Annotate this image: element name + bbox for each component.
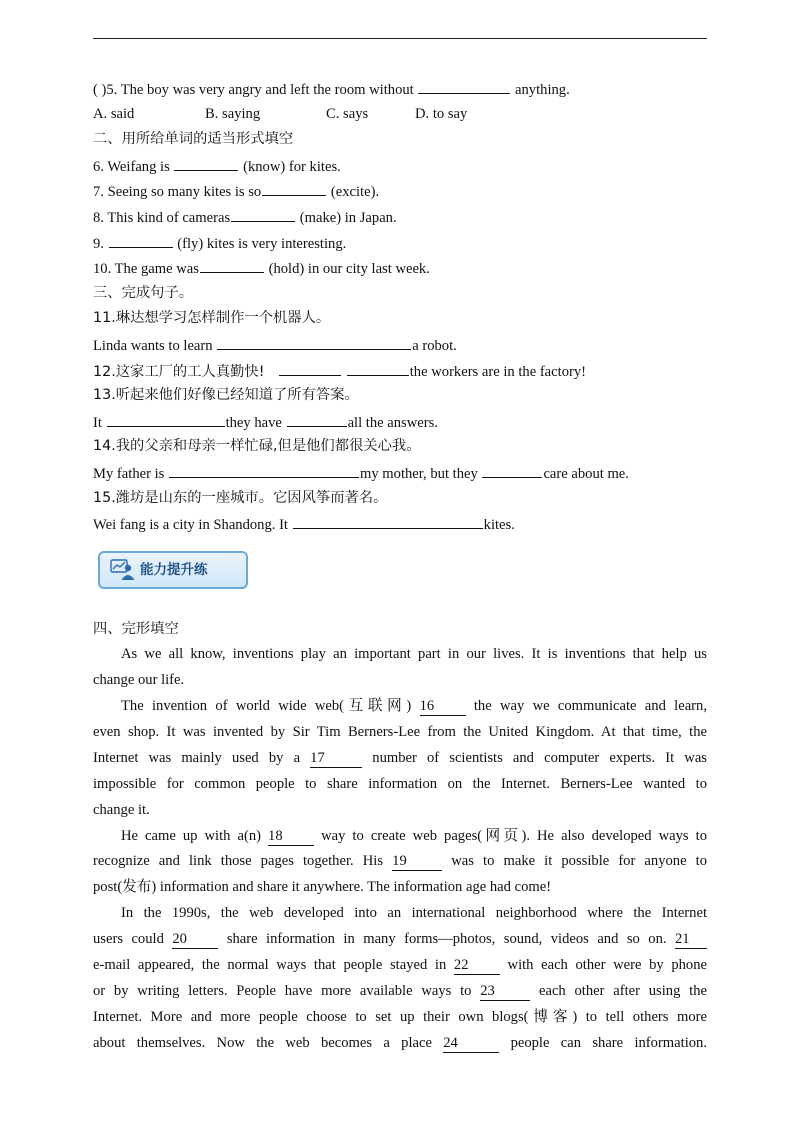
question-13-chinese: 13.听起来他们好像已经知道了所有答案。 <box>93 387 359 404</box>
blank-20[interactable]: 20 <box>172 930 218 949</box>
passage-p2-line3: Internet was mainly used by a 17 number of scientists and computer experts. It was <box>93 749 707 766</box>
passage-p4-line3: e-mail appeared, the normal ways that people stayed in 22 with each other were by phone <box>93 956 707 973</box>
question-5: ( )5. The boy was very angry and left the room without anything. <box>93 76 707 102</box>
passage-p4-line5: Internet. More and more people choose to set up their own blogs(博客) to tell others more <box>93 1008 707 1025</box>
question-12: 12.这家工厂的工人真勤快! the workers are in the factory! <box>93 358 707 384</box>
passage-p1-line2: change our life. <box>93 672 185 689</box>
blank-22[interactable]: 22 <box>454 956 500 975</box>
answer-blank[interactable] <box>231 204 295 222</box>
option-a[interactable]: A. said <box>93 105 135 122</box>
passage-p4-line1: In the 1990s, the web developed into an international neighborhood where the Internet <box>121 905 707 922</box>
question-5-options <box>93 102 707 128</box>
question-11-chinese: 11.琳达想学习怎样制作一个机器人。 <box>93 310 331 327</box>
passage-p4-line6: about themselves. Now the web becomes a place 24 people can share information. <box>93 1034 707 1051</box>
worksheet-content <box>93 76 707 1057</box>
answer-blank[interactable] <box>169 460 359 478</box>
passage-p3-line1: He came up with a(n) 18 way to create web pages(网页). He also developed ways to <box>121 827 707 844</box>
question-13: It they have all the answers. <box>93 409 707 435</box>
option-c[interactable]: C. says <box>326 105 369 122</box>
question-7: 7. Seeing so many kites is so (excite). <box>93 178 707 204</box>
passage-p1-line1: As we all know, inventions play an important part in our lives. It is inventions that help us <box>121 646 707 663</box>
question-15: Wei fang is a city in Shandong. It kites. <box>93 511 707 537</box>
passage-p4-line4: or by writing letters. People have more available ways to 23 each other after using the <box>93 982 707 999</box>
answer-blank[interactable] <box>418 76 510 94</box>
blank-24[interactable]: 24 <box>443 1034 499 1053</box>
answer-blank[interactable] <box>109 230 173 248</box>
passage-p2-line1: The invention of world wide web(互联网) 16 the way we communicate and learn, <box>121 698 707 715</box>
question-14: My father is my mother, but they care about me. <box>93 460 707 486</box>
answer-blank[interactable] <box>174 153 238 171</box>
answer-blank[interactable] <box>293 511 483 529</box>
answer-blank[interactable] <box>107 409 225 427</box>
option-b[interactable]: B. saying <box>205 105 261 122</box>
question-8: 8. This kind of cameras (make) in Japan. <box>93 204 707 230</box>
answer-blank[interactable] <box>217 332 411 350</box>
blank-18[interactable]: 18 <box>268 827 314 846</box>
ability-improvement-banner <box>98 551 248 589</box>
passage-p4-line2: users could 20 share information in many forms—photos, sound, videos and so on. 21 <box>93 927 707 953</box>
answer-blank[interactable] <box>347 358 409 376</box>
passage-p3-line2: recognize and link those pages together. His 19 was to make it possible for anyone to <box>93 853 708 870</box>
question-15-chinese: 15.潍坊是山东的一座城市。它因风筝而著名。 <box>93 489 388 506</box>
blank-19[interactable]: 19 <box>392 852 442 871</box>
passage-p2-line2: even shop. It was invented by Sir Tim Berners-Lee from the United Kingdom. At that time, the <box>93 723 707 740</box>
section-2-title: 二、用所给单词的适当形式填空 <box>93 131 294 148</box>
passage-p2-line4: impossible for common people to share information on the Internet. Berners-Lee wanted to <box>93 775 707 792</box>
question-14-chinese: 14.我的父亲和母亲一样忙碌,但是他们都很关心我。 <box>93 438 421 455</box>
blank-21[interactable]: 21 <box>675 930 707 949</box>
question-10: 10. The game was (hold) in our city last week. <box>93 255 707 281</box>
banner-label: 能力提升练 <box>140 561 208 578</box>
passage-p3-line3: post(发布) information and share it anywhere. The information age had come! <box>93 879 552 896</box>
person-chart-icon <box>110 556 136 582</box>
blank-23[interactable]: 23 <box>480 982 530 1001</box>
question-11: Linda wants to learn a robot. <box>93 332 707 358</box>
answer-blank[interactable] <box>482 460 542 478</box>
question-6: 6. Weifang is (know) for kites. <box>93 153 707 179</box>
blank-17[interactable]: 17 <box>310 749 362 768</box>
header-rule <box>93 38 707 39</box>
question-9: 9. (fly) kites is very interesting. <box>93 230 707 256</box>
answer-blank[interactable] <box>200 255 264 273</box>
section-3-title: 三、完成句子。 <box>93 284 194 301</box>
option-d[interactable]: D. to say <box>415 105 468 122</box>
answer-blank[interactable] <box>262 178 326 196</box>
answer-blank[interactable] <box>279 358 341 376</box>
answer-blank[interactable] <box>287 409 347 427</box>
section-4-title: 四、完形填空 <box>93 620 179 637</box>
blank-16[interactable]: 16 <box>420 697 466 716</box>
passage-p2-line5: change it. <box>93 801 150 818</box>
